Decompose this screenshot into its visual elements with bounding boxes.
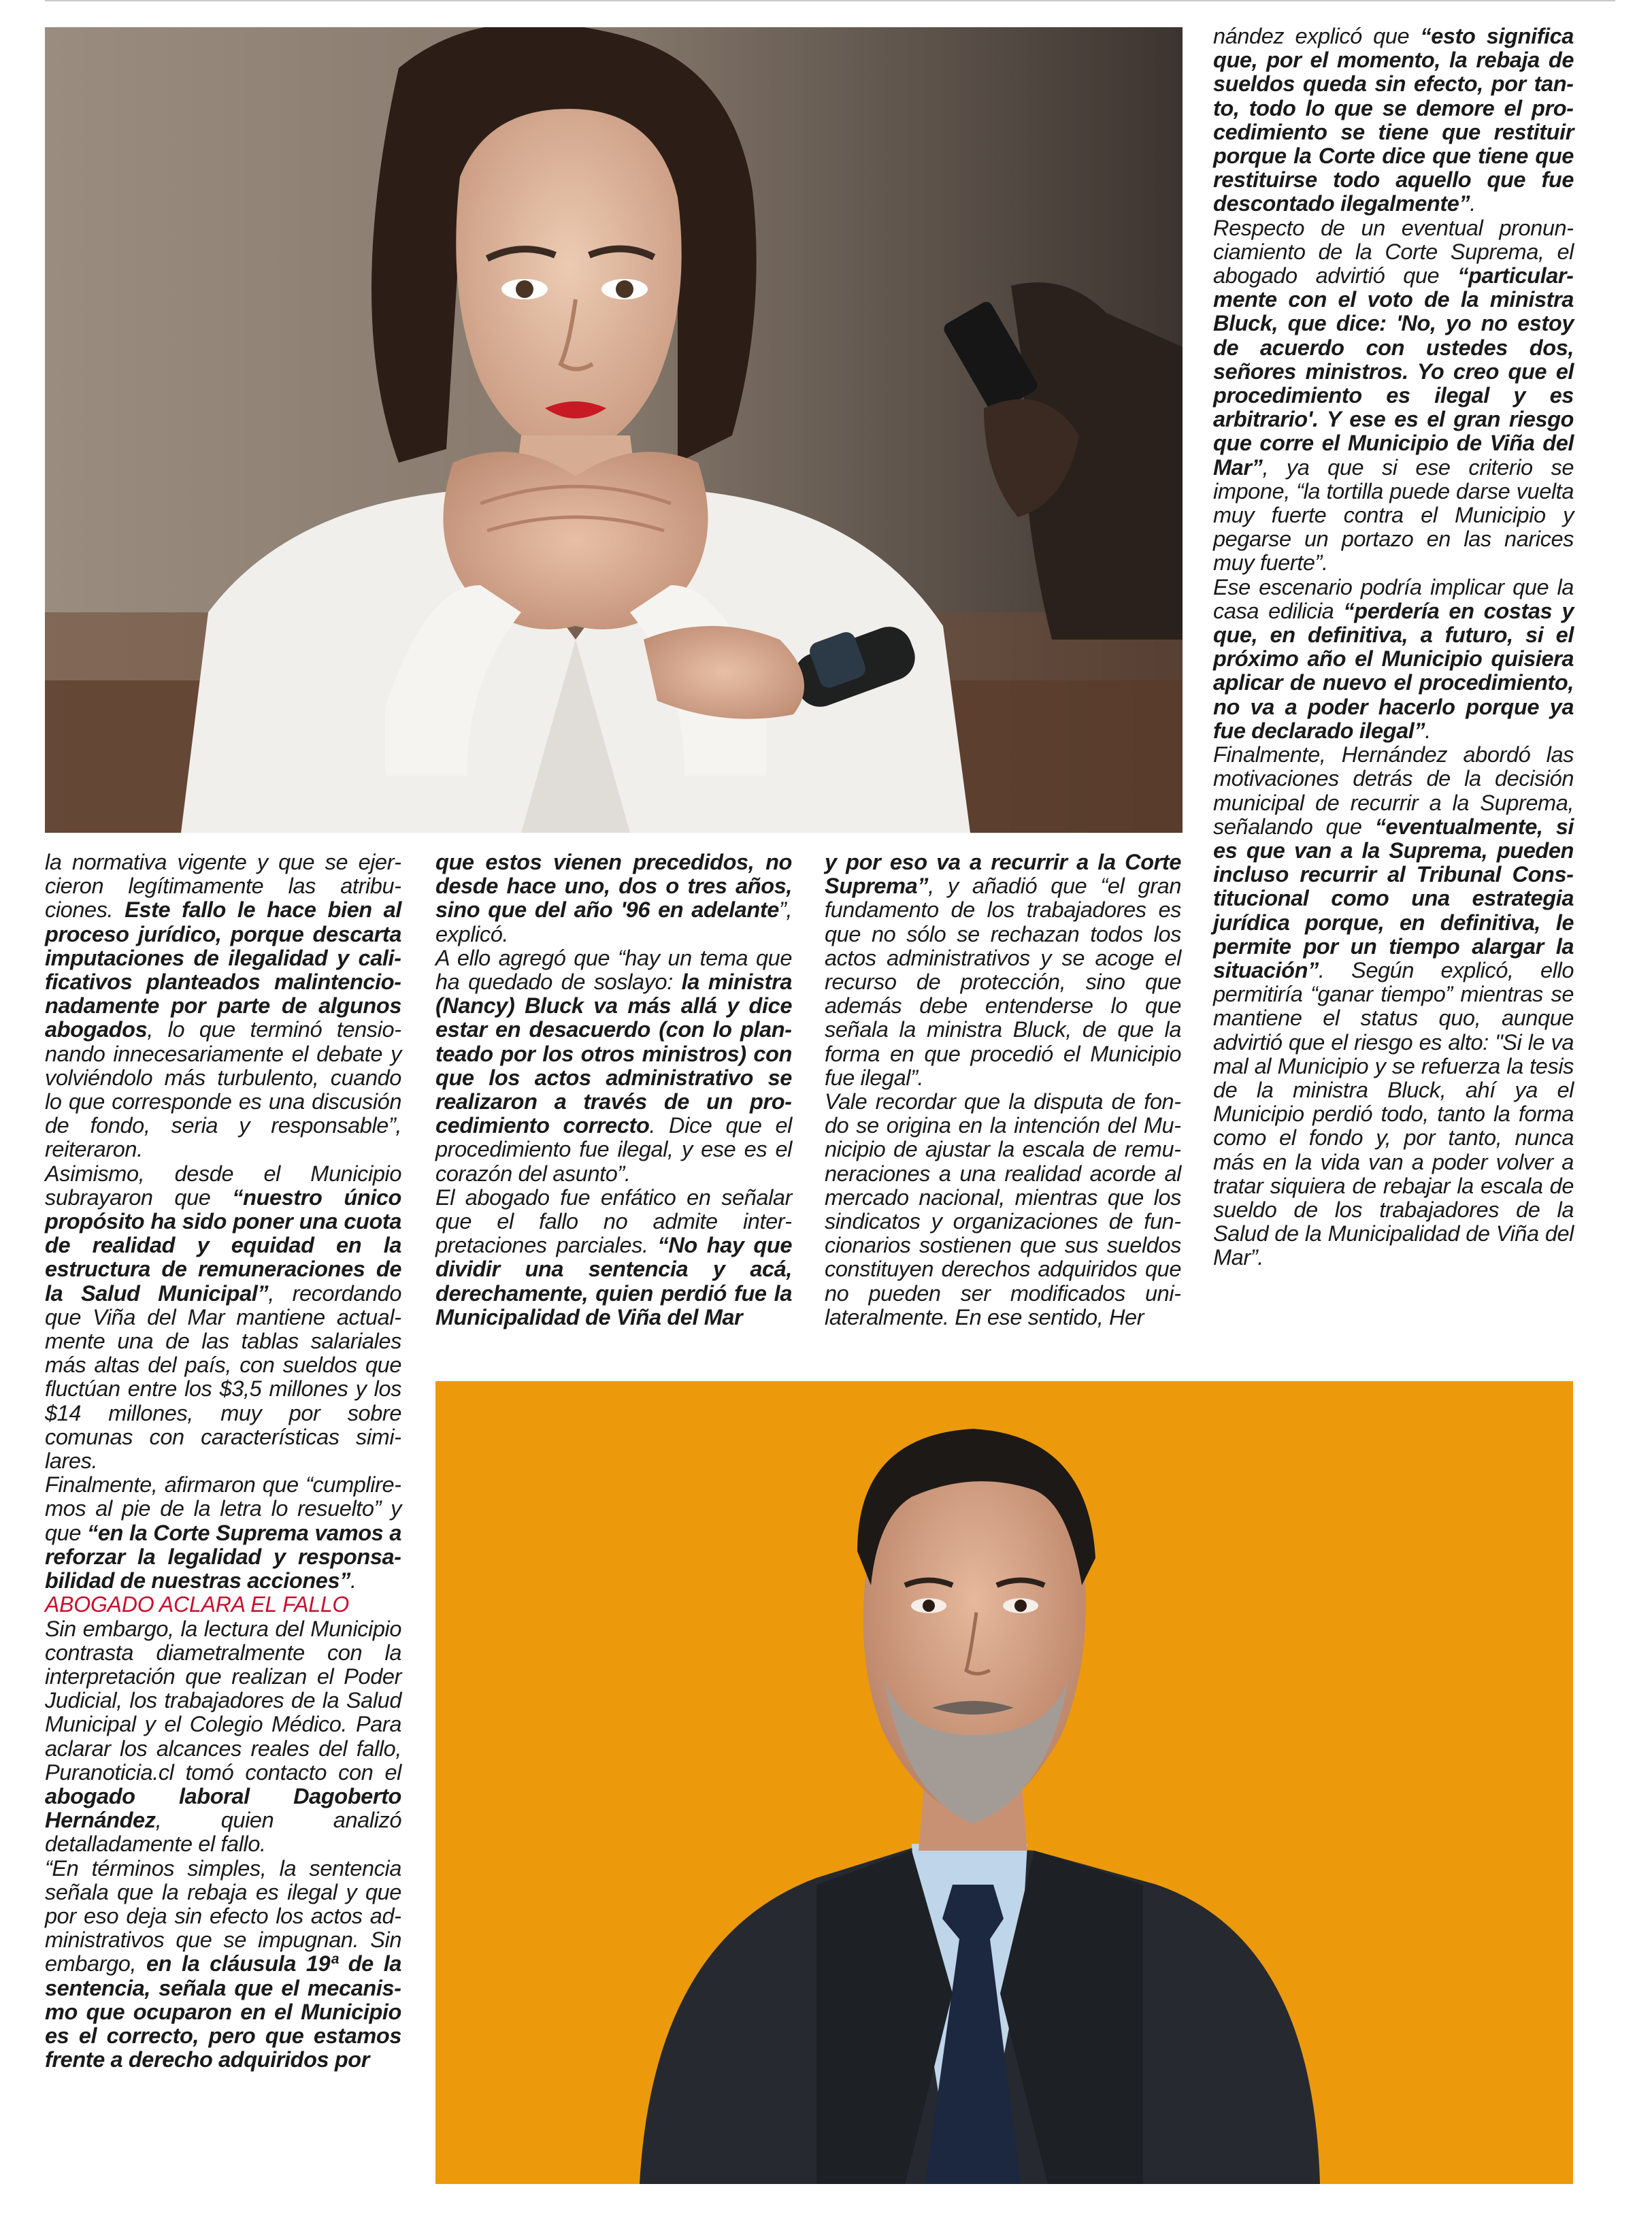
text-run: , lo que terminó tensionando innecesariamente el debate y volviéndolo más turbulento, cuando lo que corresponde es una discusión de fondo, seria y responsable”, reiteraron. (45, 1017, 401, 1162)
section-subheading: ABOGADO ACLARA EL FALLO (45, 1592, 350, 1617)
text-run: ”, explicó. (435, 897, 792, 946)
text-run: nández explicó que (1213, 24, 1421, 48)
text-run: “En términos simples, la sentencia señala que la rebaja es ilegal y que por eso deja sin efecto los actos administrativos que se impugnan. Sin embargo, (45, 1855, 401, 1976)
text-run: , quien analizó detalladamente el fallo. (45, 1808, 401, 1857)
paragraph (435, 946, 792, 1186)
bold-quote-run: abogado laboral Dagoberto Hernández (45, 1783, 401, 1833)
paragraph (1213, 24, 1574, 216)
bold-quote-run: y por eso va a recurrir a la Corte Suprema” (825, 850, 1181, 899)
page-top-rule (45, 0, 1615, 1)
article-column-3 (825, 850, 1181, 1329)
bold-quote-run: en la cláusula 19ª de la sentencia, señala que el mecanismo que ocuparon en el Municipio es el correcto, pero que estamos frente a derecho adquiridos por (45, 1951, 401, 2072)
paragraph (45, 850, 401, 1162)
photo-lawyer-portrait (435, 1381, 1573, 2184)
bold-quote-run: que estos vienen precedidos, no desde hace uno, dos o tres años, sino que del año '96 en adelante (435, 850, 792, 923)
bold-quote-run: “en la Corte Suprema vamos a reforzar la legalidad y responsabilidad de nuestras acciones” (45, 1520, 401, 1593)
lawyer-photo-illustration (435, 1381, 1573, 2184)
article-column-4 (1213, 24, 1574, 1270)
bold-quote-run: “esto significa que, por el momento, la rebaja de sueldos queda sin efecto, por tanto, todo lo que se demore el procedimiento se tiene que restituir porque la Corte dice que tiene que restituirse todo aquello que fue descontado ilegalmente” (1213, 24, 1574, 216)
paragraph (1213, 576, 1574, 743)
paragraph (45, 1162, 401, 1474)
paragraph (45, 1473, 401, 1593)
bold-quote-run: “No hay que dividir una sentencia y acá, derechamente, quien perdió fue la Municipalidad de Viña del Mar (435, 1233, 792, 1329)
text-run: , recordando que Viña del Mar mantiene actualmente una de las tablas salariales más altas del país, con sueldos que fluctúan entre los $3,5 millones y los $14 millones, muy por sobre comunas con características similares. (45, 1280, 401, 1474)
article-column-1 (45, 850, 401, 2072)
paragraph (45, 1617, 401, 1857)
text-run: Ese escenario podría implicar que la casa edilicia (1213, 574, 1574, 623)
photo-woman-portrait (45, 27, 1183, 833)
text-run: . (1425, 718, 1431, 743)
paragraph (825, 1090, 1181, 1329)
paragraph (435, 1186, 792, 1329)
text-run: . Según explicó, ello permitiría “ganar tiempo” mientras se mantiene el status quo, aunque advirtió que el riesgo es alto: "Si le va mal al Municipio y se refuerza la tesis de la ministra Bluck, ahí ya el Municipio perdió todo, tanto la forma como el fondo y, por tanto, nunca más en la vida van a poder volver a tratar siquiera de rebajar la escala de sueldo de los trabajadores de la Salud de la Municipalidad de Viña del Mar”. (1213, 957, 1574, 1270)
paragraph (825, 850, 1181, 1090)
bold-quote-run: la ministra (Nancy) Bluck va más allá y dice estar en desacuerdo (con lo planteado por los otros ministros) con que los actos administrativo se realizaron a través de un procedimiento correcto (435, 970, 792, 1138)
bold-quote-run: “perdería en costas y que, en definitiva, a futuro, si el próximo año el Municipio quisiera aplicar de nuevo el procedimiento, no va a poder hacerlo porque ya fue declarado ilegal” (1213, 598, 1574, 743)
text-run: Respecto de un eventual pronunciamiento de la Corte Suprema, el abogado advirtió que (1213, 215, 1574, 288)
text-run: Vale recordar que la disputa de fondo se origina en la intención del Municipio de ajustar la escala de remuneraciones a una realidad acorde al mercado nacional, mientras que los sindicatos y organizaciones de funcionarios sostienen que sus sueldos constituyen derechos adquiridos que no pueden ser modificados unilateralmente. En ese sentido, Her (825, 1089, 1181, 1329)
text-run: , ya que si ese criterio se impone, “la tortilla puede darse vuelta muy fuerte contra el Municipio y pegarse un portazo en las narices muy fuerte”. (1213, 454, 1574, 576)
bold-quote-run: “eventualmente, si es que van a la Suprema, pueden incluso recurrir al Tribunal Constitucional como una estrategia jurídica porque, en definitiva, le permite por un tiempo alargar la situación” (1213, 814, 1574, 982)
text-run: Finalmente, afirmaron que “cumpliremos al pie de la letra lo resuelto” y que (45, 1472, 401, 1545)
text-run: , y añadió que “el gran fundamento de los trabajadores es que no sólo se rechazan todos los actos administrativos y se acoge el recurso de protección, sino que además debe entenderse lo que señala la ministra Bluck, de que la forma en que procedió el Municipio fue ilegal”. (825, 874, 1181, 1090)
text-run: . (350, 1568, 357, 1593)
paragraph (1213, 216, 1574, 576)
paragraph (435, 850, 792, 946)
article-column-2 (435, 850, 792, 1329)
bold-quote-run: “particularmente con el voto de la ministra Bluck, que dice: 'No, yo no estoy de acuerdo con ustedes dos, señores ministros. Yo creo que el procedimiento es ilegal y es arbitrario'. Y ese es el gran riesgo que corre el Municipio de Viña del Mar” (1213, 263, 1574, 480)
text-run: la normativa vigente y que se ejercieron legítimamente las atribuciones. (45, 850, 401, 923)
text-run: . (1470, 191, 1476, 216)
bold-quote-run: “nuestro único propósito ha sido poner una cuota de realidad y equidad en la estructura de remuneraciones de la Salud Municipal” (45, 1185, 401, 1306)
text-run: A ello agregó que “hay un tema que ha quedado de soslayo: (435, 945, 792, 995)
woman-photo-illustration (45, 27, 1183, 833)
text-run: El abogado fue enfático en señalar que el fallo no admite interpretaciones parciales. (435, 1185, 792, 1258)
paragraph (45, 1857, 401, 2072)
text-run: Finalmente, Hernández abordó las motivaciones detrás de la decisión municipal de recurrir a la Suprema, señalando que (1213, 742, 1574, 839)
text-run: Sin embargo, la lectura del Municipio contrasta diametralmente con la interpretación que realizan el Poder Judicial, los trabajadores de la Salud Municipal y el Colegio Médico. Para aclarar los alcances reales del fallo, Puranoticia.cl tomó contacto con el (45, 1616, 401, 1785)
paragraph (1213, 743, 1574, 1270)
text-run: Asimismo, desde el Municipio subrayaron que (45, 1161, 401, 1210)
bold-quote-run: Este fallo le hace bien al proceso jurídico, porque descarta imputaciones de ilegalidad y calificativos planteados malintencionadamente por parte de algunos abogados (45, 897, 401, 1042)
text-run: . Dice que el procedimiento fue ilegal, y ese es el corazón del asunto”. (435, 1113, 792, 1186)
